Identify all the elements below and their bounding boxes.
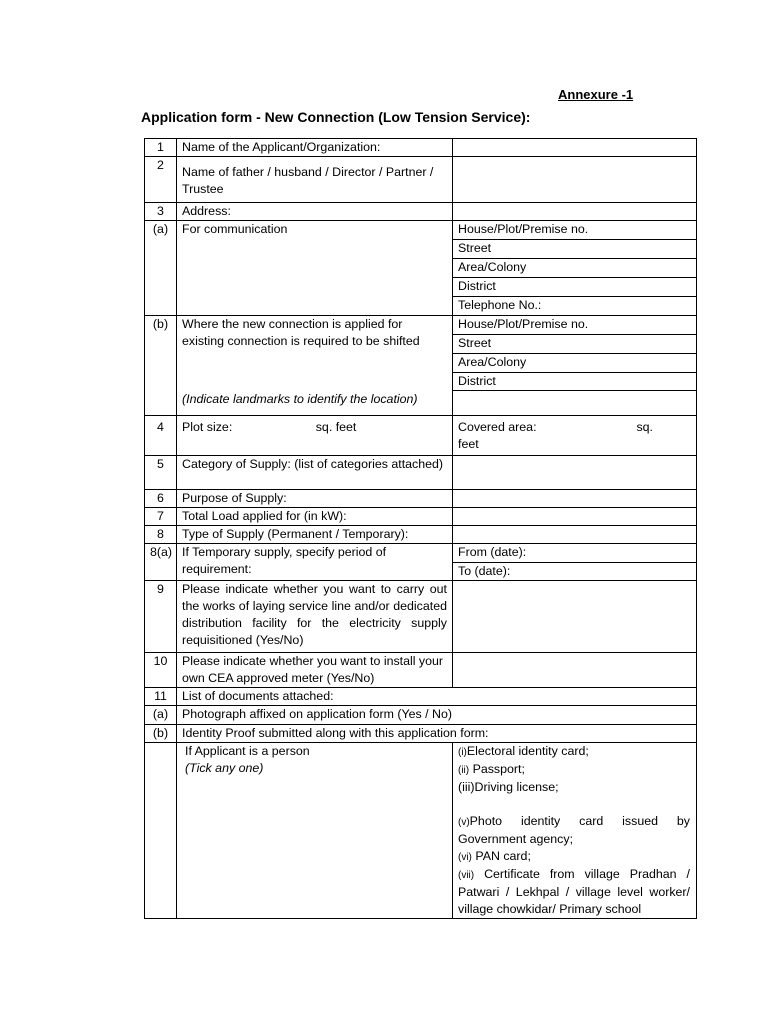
option-text: Photo identity card issued by Government agency; xyxy=(458,814,690,846)
field-label: If Temporary supply, specify period of requirement: xyxy=(177,544,453,581)
option-number: (v) xyxy=(458,817,470,828)
row-temporary-period xyxy=(145,544,697,563)
field-label: Please indicate whether you want to carry out the works of laying service line and/or dedicated distribution facility for the electricity supply requisitioned (Yes/No) xyxy=(177,581,453,653)
row-number: 3 xyxy=(145,203,177,221)
row-comm-area xyxy=(145,259,697,278)
from-date-input[interactable]: From (date): xyxy=(453,544,697,563)
field-label: Identity Proof submitted along with this application form: xyxy=(177,725,697,743)
total-load-input[interactable] xyxy=(453,508,697,526)
type-supply-input[interactable] xyxy=(453,526,697,544)
covered-area-label: Covered area: xyxy=(458,420,537,434)
option-number: (vi) xyxy=(458,852,472,863)
row-number: 7 xyxy=(145,508,177,526)
field-label: Please indicate whether you want to install your own CEA approved meter (Yes/No) xyxy=(177,653,453,688)
row-photograph xyxy=(145,706,697,725)
row-type-supply xyxy=(145,526,697,544)
row-number: (b) xyxy=(145,725,177,743)
tick-note: (Tick any one) xyxy=(185,761,264,775)
service-line-input[interactable] xyxy=(453,581,697,653)
field-label: For communication xyxy=(177,221,453,240)
landmark-note: (Indicate landmarks to identify the location) xyxy=(177,391,453,416)
field-label: Total Load applied for (in kW): xyxy=(177,508,453,526)
annexure-label: Annexure -1 xyxy=(558,87,634,102)
id-option-pan[interactable] xyxy=(458,848,690,866)
row-number: 6 xyxy=(145,490,177,508)
covered-area-field[interactable] xyxy=(453,416,697,456)
row-plot-size xyxy=(145,416,697,456)
person-label: If Applicant is a person xyxy=(185,744,310,758)
field-label: Type of Supply (Permanent / Temporary): xyxy=(177,526,453,544)
row-number: (a) xyxy=(145,706,177,725)
id-option-photo-card[interactable] xyxy=(458,813,690,848)
own-meter-input[interactable] xyxy=(453,653,697,688)
purpose-supply-input[interactable] xyxy=(453,490,697,508)
option-text: Certificate from village Pradhan / Patwari / Lekhpal / village level worker/ village chowkidar/ Primary school xyxy=(458,867,690,916)
row-number: 4 xyxy=(145,416,177,456)
row-documents-attached xyxy=(145,688,697,706)
row-own-meter xyxy=(145,653,697,688)
row-category-supply xyxy=(145,456,697,490)
row-landmark xyxy=(145,391,697,416)
option-number: (ii) xyxy=(458,765,470,776)
father-name-input[interactable] xyxy=(453,157,697,203)
applicant-name-input[interactable] xyxy=(453,139,697,157)
row-address xyxy=(145,203,697,221)
id-option-passport[interactable] xyxy=(458,761,690,779)
field-label: Where the new connection is applied for existing connection is required to be shifted xyxy=(177,316,453,354)
option-number: (iii) xyxy=(458,780,475,794)
comm-street-input[interactable]: Street xyxy=(453,240,697,259)
row-number: 9 xyxy=(145,581,177,653)
row-new-connection-address xyxy=(145,316,697,335)
new-street-input[interactable]: Street xyxy=(453,335,697,354)
id-option-driving[interactable] xyxy=(458,779,690,796)
field-label: Photograph affixed on application form (Yes / No) xyxy=(177,706,697,725)
field-label: Address: xyxy=(177,203,453,221)
row-comm-district xyxy=(145,278,697,297)
form-title: Application form - New Connection (Low Tension Service): xyxy=(141,109,531,125)
row-number: 11 xyxy=(145,688,177,706)
field-label: Purpose of Supply: xyxy=(177,490,453,508)
application-form-table xyxy=(144,138,697,919)
new-area-input[interactable]: Area/Colony xyxy=(453,354,697,373)
field-label: Name of father / husband / Director / Partner / Trustee xyxy=(177,157,453,203)
row-comm-telephone xyxy=(145,297,697,316)
unit-label: sq. xyxy=(636,420,653,434)
unit-label: feet xyxy=(458,437,479,451)
field-label: Category of Supply: (list of categories attached) xyxy=(177,456,453,490)
row-father-name xyxy=(145,157,697,203)
row-number: 10 xyxy=(145,653,177,688)
address-input[interactable] xyxy=(453,203,697,221)
row-number: 2 xyxy=(145,157,177,203)
new-district-input[interactable]: District xyxy=(453,373,697,391)
option-text: Passport; xyxy=(472,762,525,776)
comm-telephone-input[interactable]: Telephone No.: xyxy=(453,297,697,316)
id-option-village-certificate[interactable] xyxy=(458,866,690,918)
field-label: List of documents attached: xyxy=(177,688,697,706)
row-number: 8 xyxy=(145,526,177,544)
row-total-load xyxy=(145,508,697,526)
field-label: Plot size: xyxy=(182,420,233,434)
category-supply-input[interactable] xyxy=(453,456,697,490)
landmark-input[interactable] xyxy=(453,391,697,416)
comm-district-input[interactable]: District xyxy=(453,278,697,297)
option-text: Driving license; xyxy=(474,780,559,794)
row-number: 1 xyxy=(145,139,177,157)
id-option-electoral[interactable] xyxy=(458,743,690,761)
option-number: (i) xyxy=(458,747,467,758)
comm-house-input[interactable]: House/Plot/Premise no. xyxy=(453,221,697,240)
row-purpose-supply xyxy=(145,490,697,508)
row-applicant-name xyxy=(145,139,697,157)
to-date-input[interactable]: To (date): xyxy=(453,563,697,581)
row-number: 5 xyxy=(145,456,177,490)
field-label: Name of the Applicant/Organization: xyxy=(177,139,453,157)
unit-label: sq. feet xyxy=(315,420,357,434)
row-number: 8(a) xyxy=(145,544,177,581)
identity-options-list xyxy=(453,743,697,919)
row-new-area xyxy=(145,354,697,373)
row-identity-proof xyxy=(145,725,697,743)
row-number: (a) xyxy=(145,221,177,240)
option-text: Electoral identity card; xyxy=(466,744,589,758)
row-comm-street xyxy=(145,240,697,259)
new-house-input[interactable]: House/Plot/Premise no. xyxy=(453,316,697,335)
row-number: (b) xyxy=(145,316,177,354)
row-service-line-works xyxy=(145,581,697,653)
option-text: PAN card; xyxy=(475,849,531,863)
row-new-district xyxy=(145,373,697,391)
row-communication-address xyxy=(145,221,697,240)
plot-size-field[interactable] xyxy=(177,416,453,456)
comm-area-input[interactable]: Area/Colony xyxy=(453,259,697,278)
option-number: (vii) xyxy=(458,870,475,881)
row-person-identity xyxy=(145,743,697,919)
